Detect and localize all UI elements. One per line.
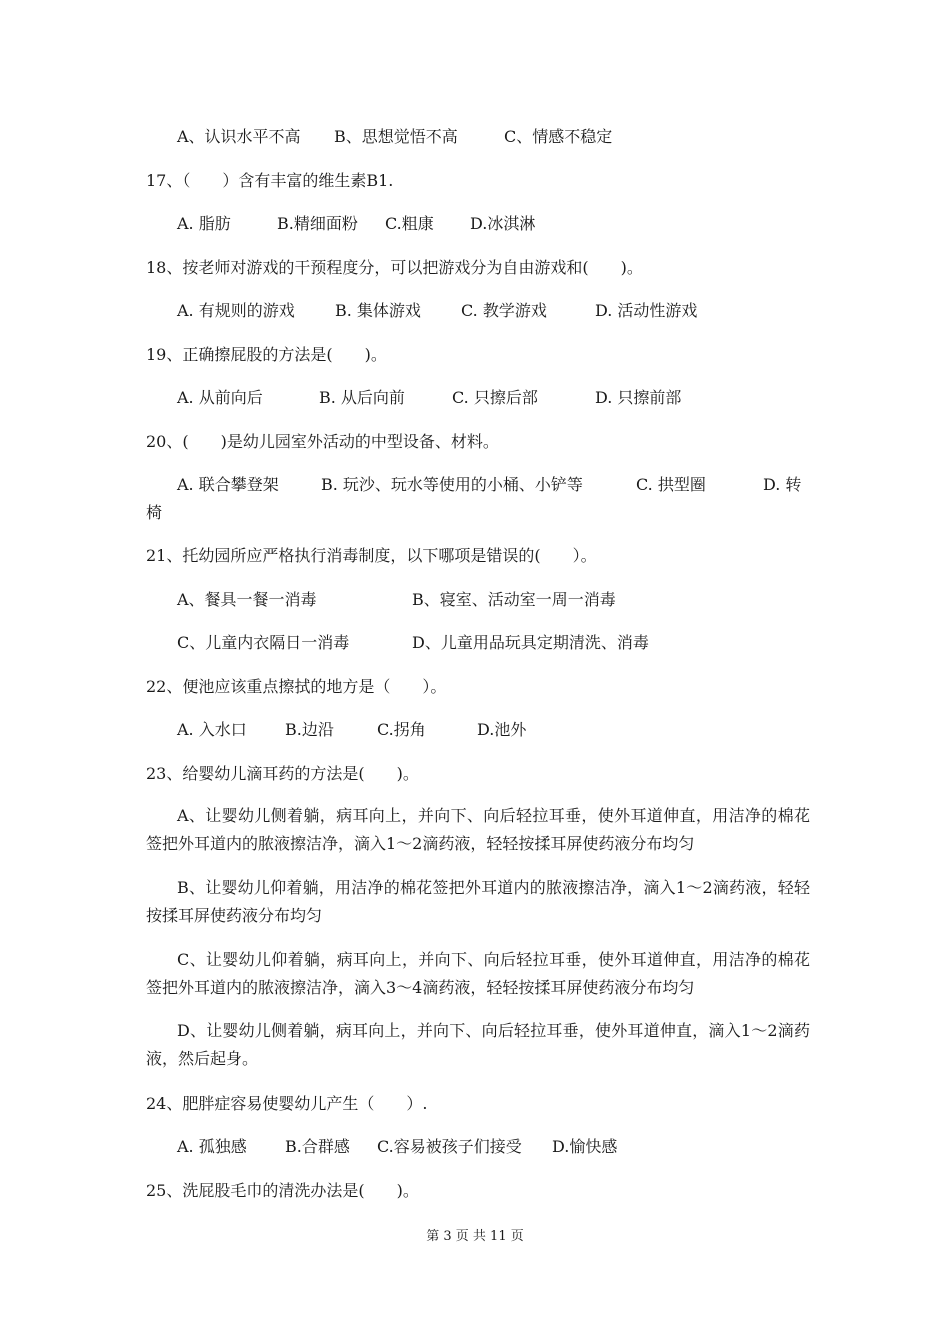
- q20-option-c: C. 拱型圈: [636, 475, 706, 494]
- q24-option-a: A. 孤独感: [177, 1137, 247, 1156]
- q17-option-c: C.粗康: [385, 214, 434, 233]
- page-footer: 第 3 页 共 11 页: [426, 1229, 524, 1244]
- q21-stem: 21、托幼园所应严格执行消毒制度，以下哪项是错误的( ）。: [146, 546, 597, 565]
- q18-option-c: C. 教学游戏: [461, 301, 547, 320]
- q17-option-a: A. 脂肪: [177, 214, 231, 233]
- q16-option-a: A、认识水平不高: [177, 127, 301, 146]
- q21-option-d: D、儿童用品玩具定期清洗、消毒: [412, 633, 649, 652]
- q22-option-b: B.边沿: [285, 720, 334, 739]
- q18-option-b: B. 集体游戏: [335, 301, 421, 320]
- q16-option-c: C、情感不稳定: [504, 127, 613, 146]
- q25-stem: 25、洗屁股毛巾的清洗办法是( )。: [146, 1181, 419, 1200]
- q19-stem: 19、正确擦屁股的方法是( )。: [146, 345, 387, 364]
- q22-option-d: D.池外: [477, 720, 527, 739]
- q17-option-d: D.冰淇淋: [470, 214, 536, 233]
- q22-option-a: A. 入水口: [177, 720, 247, 739]
- q21-option-a: A、餐具一餐一消毒: [177, 590, 317, 609]
- q18-option-d: D. 活动性游戏: [595, 301, 698, 320]
- q20-stem: 20、( )是幼儿园室外活动的中型设备、材料。: [146, 432, 499, 451]
- q17-stem: 17、（ ）含有丰富的维生素B1.: [146, 171, 394, 190]
- q18-option-a: A. 有规则的游戏: [177, 301, 295, 320]
- q23-stem: 23、给婴幼儿滴耳药的方法是( )。: [146, 764, 419, 783]
- q20-option-b: B. 玩沙、玩水等使用的小桶、小铲等: [321, 475, 583, 494]
- q23-option-c: C、让婴幼儿仰着躺，病耳向上，并向下、向后轻拉耳垂，使外耳道伸直，用洁净的棉花签把外耳道内的脓液擦洁净，滴入3～4滴药液，轻轻按揉耳屏使药液分布均匀: [146, 950, 810, 997]
- q19-option-b: B. 从后向前: [319, 388, 405, 407]
- q19-option-d: D. 只擦前部: [595, 388, 682, 407]
- q20-option-a: A. 联合攀登架: [177, 475, 279, 494]
- q24-stem: 24、肥胖症容易使婴幼儿产生（ ）.: [146, 1094, 428, 1113]
- q18-stem: 18、按老师对游戏的干预程度分，可以把游戏分为自由游戏和( )。: [146, 258, 643, 277]
- q20-option-d: D. 转: [763, 475, 802, 494]
- q23-option-d: D、让婴幼儿侧着躺，病耳向上，并向下、向后轻拉耳垂，使外耳道伸直，滴入1～2滴药液，然后起身。: [146, 1021, 810, 1068]
- q24-option-d: D.愉快感: [552, 1137, 618, 1156]
- q22-option-c: C.拐角: [377, 720, 426, 739]
- q16-option-b: B、思想觉悟不高: [334, 127, 458, 146]
- q21-option-c: C、儿童内衣隔日一消毒: [177, 633, 350, 652]
- q24-option-c: C.容易被孩子们接受: [377, 1137, 522, 1156]
- q17-option-b: B.精细面粉: [277, 214, 358, 233]
- q21-option-b: B、寝室、活动室一周一消毒: [412, 590, 616, 609]
- q19-option-a: A. 从前向后: [177, 388, 263, 407]
- q20-option-d-continuation: 椅: [146, 503, 163, 522]
- q23-option-a: A、让婴幼儿侧着躺，病耳向上，并向下、向后轻拉耳垂，使外耳道伸直，用洁净的棉花签把外耳道内的脓液擦洁净，滴入1～2滴药液，轻轻按揉耳屏使药液分布均匀: [146, 806, 810, 853]
- q22-stem: 22、便池应该重点擦拭的地方是（ ）。: [146, 677, 447, 696]
- q19-option-c: C. 只擦后部: [452, 388, 538, 407]
- q24-option-b: B.合群感: [285, 1137, 350, 1156]
- q23-option-b: B、让婴幼儿仰着躺，用洁净的棉花签把外耳道内的脓液擦洁净，滴入1～2滴药液，轻轻按揉耳屏使药液分布均匀: [146, 878, 810, 925]
